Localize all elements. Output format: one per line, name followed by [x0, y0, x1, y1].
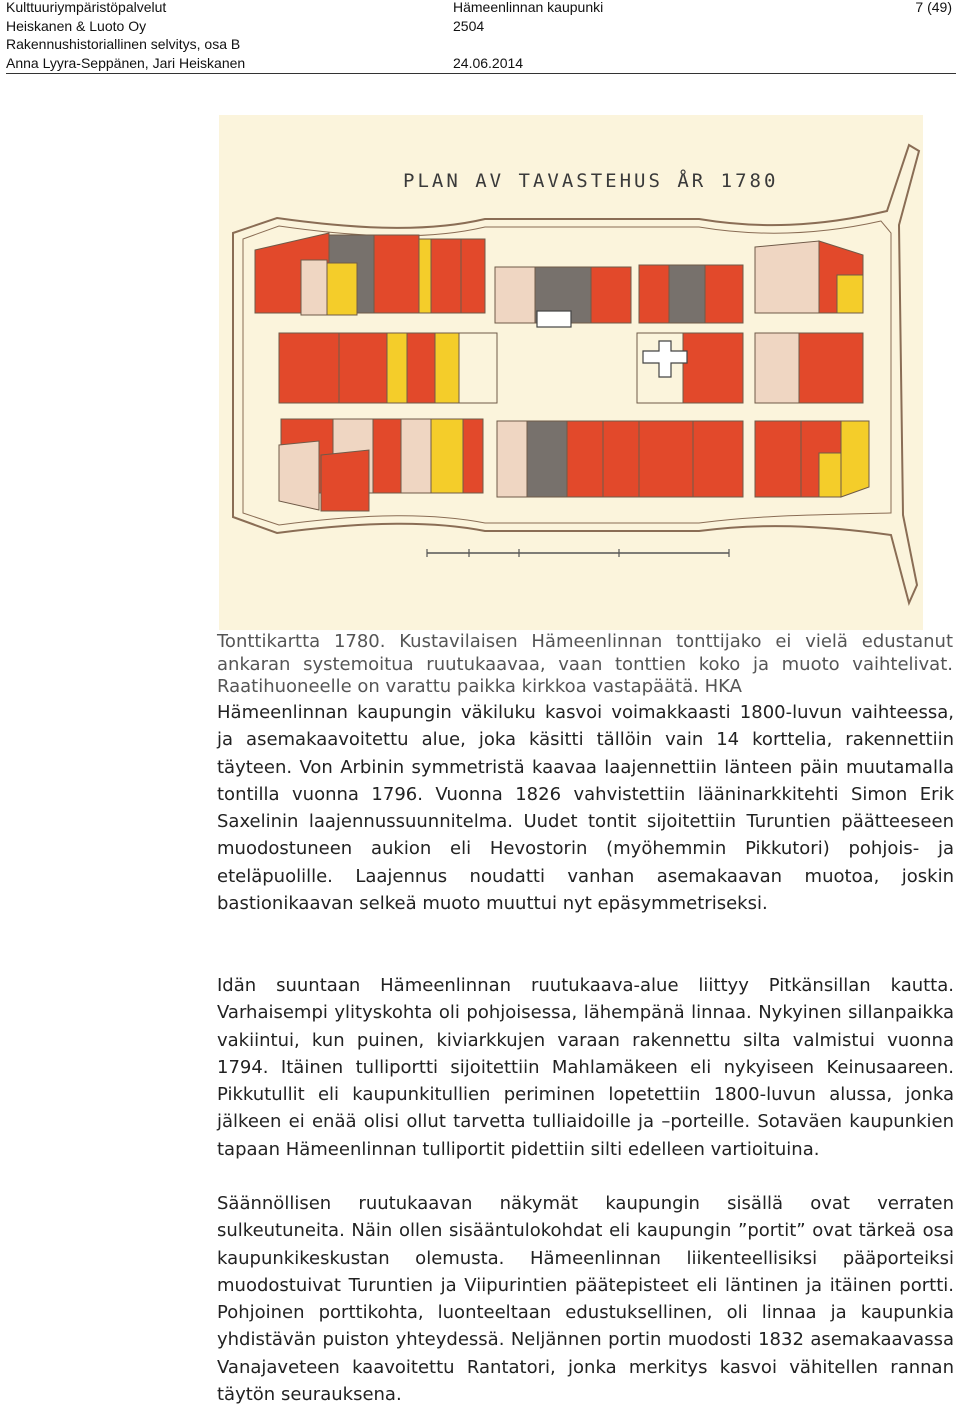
header-divider — [6, 73, 956, 74]
header-client: Hämeenlinnan kaupunki — [453, 0, 604, 15]
header-report: Rakennushistoriallinen selvitys, osa B — [6, 36, 241, 52]
header-authors: Anna Lyyra-Seppänen, Jari Heiskanen — [6, 54, 246, 71]
header-right — [915, 0, 952, 17]
paragraph-bridge-and-toll: Idän suuntaan Hämeenlinnan ruutukaava-alue liittyy Pitkänsillan kautta. Varhaisempi ylityskohta oli pohjoisessa, lähempänä linnaa. Nykyinen sillanpaikka vakiintui, kun puinen, kiviarkkujen varaan rakennettu silta valmistui vuonna 1794. Itäinen tulliportti sijoitettiin Mahlamäkeen eli nykyiseen Keinusaareen. Pikkutullit eli kaupunkitullien periminen lopetettiin 1800-luvun alussa, jonka jälkeen ei enää olisi ollut tarvetta tulliaidoille ja –porteille. Sotaväen kaupunkien tapaan Hämeenlinnan tulliportit pidettiin silti edelleen vartioituina. — [217, 975, 954, 1160]
header-blank — [453, 35, 603, 54]
map-caption: Tonttikartta 1780. Kustavilaisen Hämeenlinnan tonttijako ei vielä edustanut ankaran systemoitua ruutukaavaa, vaan tonttien koko ja muoto vaihtelivat. Raatihuoneelle on varattu paikka kirkkoa vastapäätä. HKA — [217, 631, 953, 697]
page-number: 7 (49) — [915, 0, 952, 15]
paragraph-population-growth: Hämeenlinnan kaupungin väkiluku kasvoi voimakkaasti 1800-luvun vaihteessa, ja asemakaavoitettu alue, joka käsitti tällöin vain 14 korttelia, rakennettiin täyteen. Von Arbinin symmetristä kaavaa laajennettiin länteen päin muutamalla tontilla vuonna 1796. Vuonna 1826 vahvistettiin lääninarkkitehti Simon Erik Saxelinin laajennussuunnitelma. Uudet tontit sijoitettiin Turuntien päätteeseen muodostuneen aukion eli Hevostorin (myöhemmin Pikkutori) pohjois- ja eteläpuolille. Laajennus noudatti vanhan asemakaavan muotoa, joskin bastionikaavan selkeä muoto muuttui nyt epäsymmetriseksi. — [217, 702, 954, 915]
historic-town-plan-map — [219, 115, 923, 630]
map-title: PLAN AV TAVASTEHUS ÅR 1780 — [403, 170, 779, 192]
paragraph-town-gates: Säännöllisen ruutukaavan näkymät kaupungin sisällä ovat verraten sulkeutuneita. Näin ollen sisääntulokohdat eli kaupungin ”portit” ovat tärkeä osa kaupunkikeskustan olemusta. Hämeenlinnan liikenteellisiksi pääporteiksi muodostuivat Turuntien ja Viipurintien päätepisteet eli läntinen ja itäinen portti. Pohjoinen porttikohta, luonteeltaan edustuksellinen, oli linnaa ja kaupunkia yhdistävän puiston yhteydessä. Neljännen portin muodosti 1832 asemakaavassa Vanajaveteen kaavoitettu Rantatori, jonka merkitys kasvoi vähitellen rannan täytön seurauksena. — [217, 1193, 954, 1406]
town-hall-marker — [537, 311, 571, 327]
header-project-number: 2504 — [453, 17, 485, 34]
header-company: Heiskanen & Luoto Oy — [6, 17, 147, 34]
header-org: Kulttuuriympäristöpalvelut — [6, 0, 167, 15]
header-middle — [453, 0, 603, 72]
header-date: 24.06.2014 — [453, 54, 524, 71]
header-left — [6, 0, 245, 72]
